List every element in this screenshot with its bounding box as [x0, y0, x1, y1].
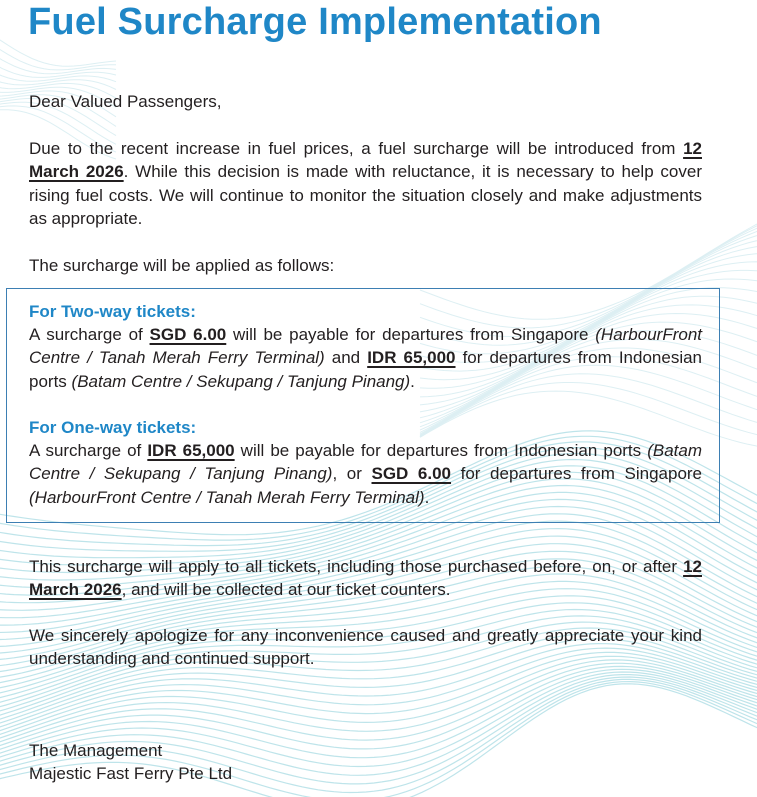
one-way-paragraph — [29, 439, 702, 509]
two-way-text-2: will be payable for departures from Singapore — [226, 325, 596, 344]
apply-all-text-end: , and will be collected at our ticket counters. — [121, 580, 451, 600]
signature-line-1: The Management — [29, 741, 163, 760]
two-way-text-5: . — [410, 371, 415, 391]
two-way-sg-terminals: (HarbourFront Centre / Tanah Merah Ferry Terminal) — [29, 325, 703, 368]
effective-date: 12 March 2026 — [29, 139, 702, 182]
signature-company: Majestic Fast Ferry Pte Ltd — [29, 764, 233, 783]
greeting: Dear Valued Passengers, — [29, 92, 222, 111]
intro-text-end: . While this decision is made with reluctance, it is necessary to help cover rising fuel costs. We will continue to monitor the situation closely and make adjustments as appropriate. — [29, 162, 702, 228]
intro-text-start: Due to the recent increase in fuel prices, a fuel surcharge will be introduced from — [29, 139, 684, 158]
two-way-sgd-amount: SGD 6.00 — [149, 325, 227, 344]
two-way-text-3: and — [324, 348, 368, 368]
one-way-sgd-amount: SGD 6.00 — [371, 464, 452, 484]
two-way-text-4: for departures from Indonesian ports — [29, 348, 703, 391]
one-way-id-ports: (Batam Centre / Sekupang / Tanjung Pinang) — [29, 441, 702, 484]
one-way-text-1: A surcharge of — [29, 441, 148, 460]
applied-intro: The surcharge will be applied as follows: — [29, 256, 335, 275]
apology-paragraph: We sincerely apologize for any inconvenience caused and greatly appreciate your kind understanding and continued support. — [29, 626, 702, 669]
one-way-idr-amount: IDR 65,000 — [147, 441, 235, 460]
two-way-text-1: A surcharge of — [29, 325, 150, 344]
apply-all-paragraph — [29, 555, 702, 602]
two-way-id-ports: (Batam Centre / Sekupang / Tanjung Pinang) — [71, 371, 411, 391]
one-way-sg-terminals: (HarbourFront Centre / Tanah Merah Ferry Terminal) — [29, 487, 425, 507]
one-way-text-2: will be payable for departures from Indonesian ports — [234, 441, 648, 460]
one-way-text-5: . — [424, 487, 430, 507]
one-way-text-3: , or — [332, 464, 372, 484]
two-way-paragraph — [29, 323, 702, 393]
apply-all-date: 12 March 2026 — [29, 557, 702, 600]
intro-paragraph — [29, 137, 702, 230]
two-way-heading: For Two-way tickets: — [29, 302, 196, 321]
one-way-text-4: for departures from Singapore — [451, 464, 703, 484]
page-title: Fuel Surcharge Implementation — [28, 1, 602, 43]
apply-all-text-start: This surcharge will apply to all tickets, including those purchased before, on, or after — [29, 557, 684, 576]
one-way-heading: For One-way tickets: — [29, 418, 197, 437]
two-way-idr-amount: IDR 65,000 — [367, 348, 456, 368]
